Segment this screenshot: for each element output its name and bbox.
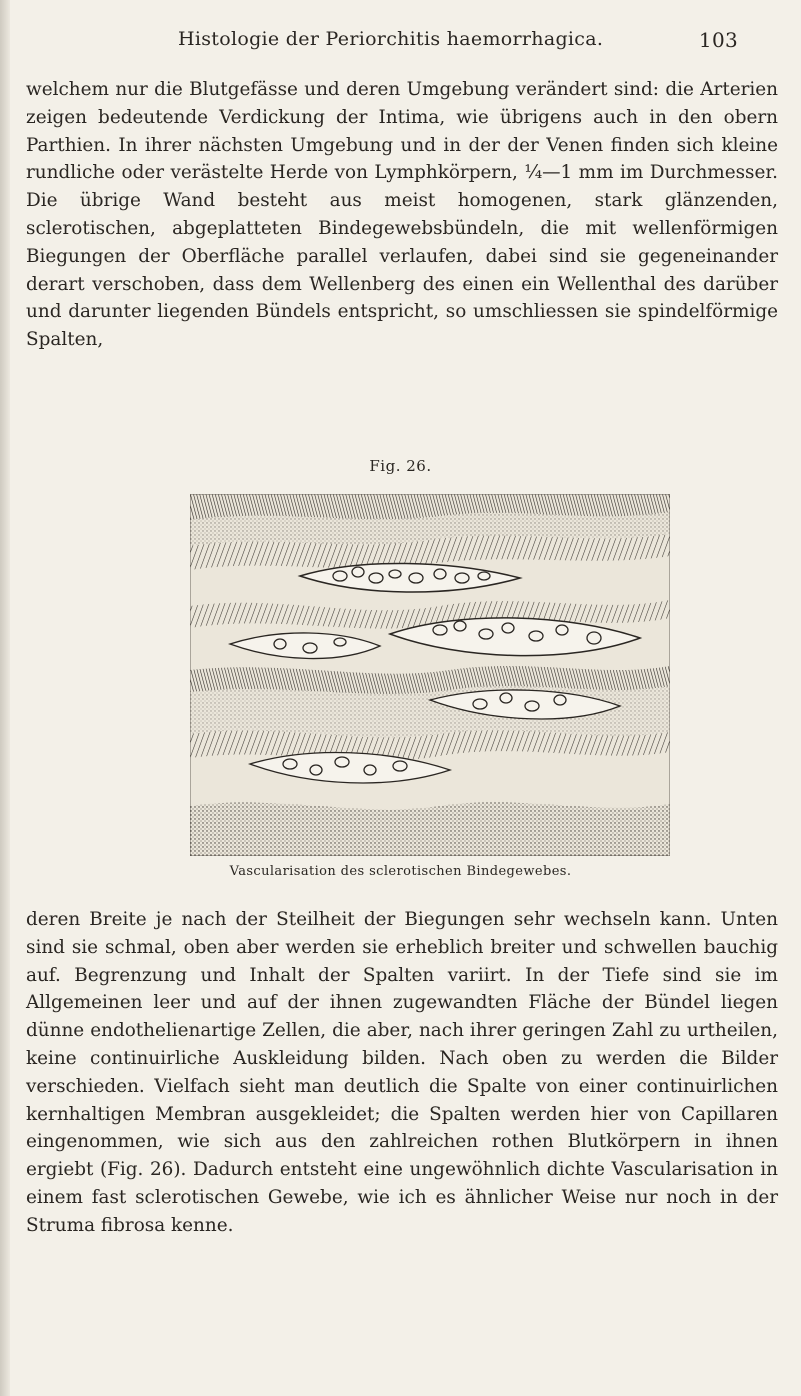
page-number: 103 [698,28,738,52]
paragraph-2 [26,906,778,1240]
figure-label: Fig. 26. [369,457,432,475]
running-title: Histologie der Periorchitis haemorrhagica. [178,28,604,50]
histology-engraving [190,494,670,856]
page-gutter [0,0,10,1396]
figure-illustration [190,494,670,856]
paragraph-2-text: deren Breite je nach der Steilheit der Biegungen sehr wechseln kann. Unten sind sie schmal, oben aber werden sie erheblich breiter und schwellen bauchig auf. Begrenzung und Inhalt der Spalten variirt. In der Tiefe sind sie im Allgemeinen leer und auf der ihnen zugewandten Fläche der Bündel liegen dünne endothelienartige Zellen, die aber, nach ihrer geringen Zahl zu urtheilen, keine continuirliche Auskleidung bilden. Nach oben zu werden die Bilder verschieden. Vielfach sieht man deutlich die Spalte von einer continuirlichen kernhaltigen Membran ausgekleidet; die Spalten werden hier von Capillaren eingenommen, wie sich aus den zahlreichen rothen Blutkörpern in ihnen ergiebt (Fig. 26). Dadurch entsteht eine ungewöhnlich dichte Vascularisation in einem fast sclerotischen Gewebe, wie ich es ähnlicher Weise nur noch in der Struma fibrosa kenne. [26,909,778,1236]
paragraph-1 [26,76,778,354]
paragraph-1-text: welchem nur die Blutgefässe und deren Umgebung verändert sind: die Arterien zeigen bedeutende Verdickung der Intima, wie übrigens auch in den obern Parthien. In ihrer nächsten Umgebung und in der der Venen finden sich kleine rundliche oder verästelte Herde von Lymphkörpern, ¼—1 mm im Durchmesser. Die übrige Wand besteht aus meist homogenen, stark glänzenden, sclerotischen, abgeplatteten Bindegewebsbündeln, die mit wellenförmigen Biegungen der Oberfläche parallel verlaufen, dabei sind sie gegeneinander derart verschoben, dass dem Wellenberg des einen ein Wellenthal des darüber und darunter liegenden Bündels entspricht, so umschliessen sie spindelförmige Spalten, [26,79,778,351]
figure-caption: Vascularisation des sclerotischen Bindegewebes. [229,864,572,879]
